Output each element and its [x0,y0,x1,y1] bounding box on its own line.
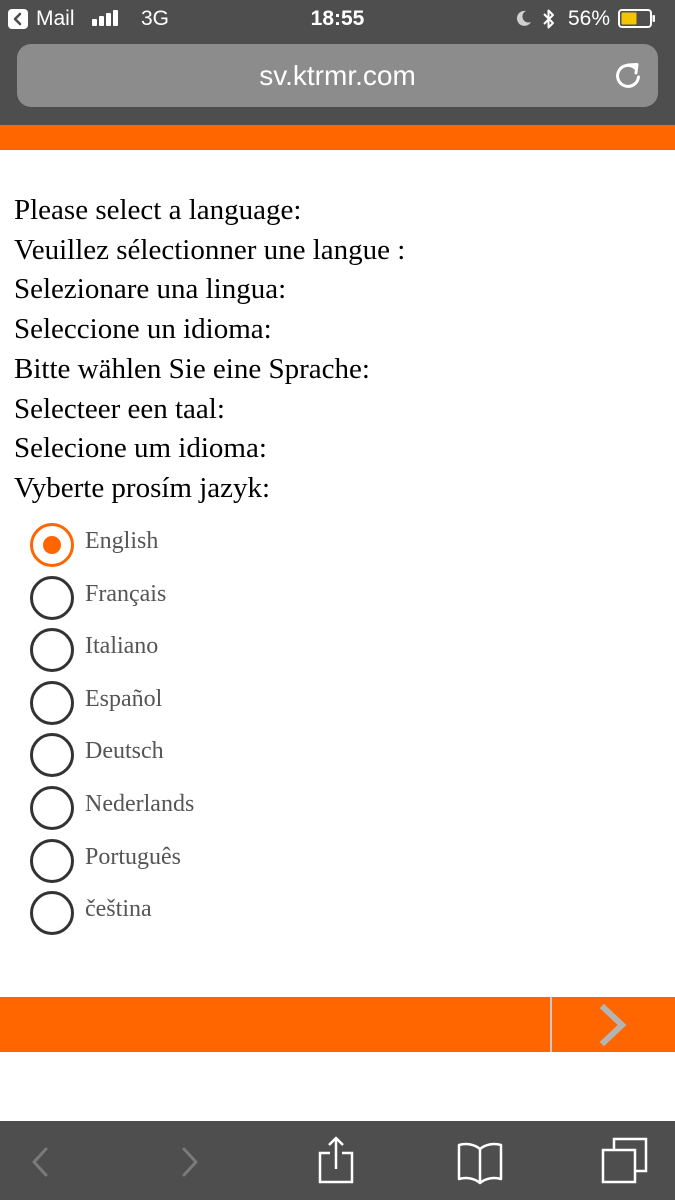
language-label[interactable]: English [85,528,159,554]
browser-top-bar [0,0,675,125]
status-bar [0,0,675,38]
reload-icon[interactable] [612,60,644,92]
network-type: 3G [141,7,170,30]
language-prompts [14,191,405,509]
share-icon [308,1135,364,1187]
bookmarks-icon [452,1135,508,1187]
language-label[interactable]: čeština [85,896,152,923]
bluetooth-icon [541,7,557,37]
radio-button[interactable] [30,839,74,883]
tabs-button[interactable] [597,1135,653,1187]
radio-button[interactable] [30,681,74,725]
language-option-dutch[interactable] [30,782,194,835]
radio-button[interactable] [30,576,74,620]
language-option-italian[interactable] [30,624,194,677]
radio-button[interactable] [30,891,74,935]
radio-button[interactable] [30,628,74,672]
language-option-german[interactable] [30,729,194,782]
address-bar[interactable] [17,44,658,107]
language-option-spanish[interactable] [30,677,194,730]
battery-level-fill [622,13,637,25]
language-label[interactable]: Français [85,580,167,607]
language-options [30,519,194,940]
prompt-french: Veuillez sélectionner une langue : [14,233,406,266]
language-label[interactable]: Português [85,843,181,870]
bookmarks-button[interactable] [452,1135,508,1187]
language-label[interactable]: Español [85,685,163,712]
prompt-italian: Selezionare una lingua: [14,273,287,306]
back-app-label: Mail [36,7,75,30]
url-text: sv.ktrmr.com [259,60,416,91]
battery-percent: 56% [568,7,611,30]
prompt-czech: Vyberte prosím jazyk: [14,471,271,504]
status-time: 18:55 [310,7,365,30]
prompt-german: Bitte wählen Sie eine Sprache: [14,352,370,385]
language-label[interactable]: Italiano [85,633,159,660]
back-icon [11,1135,67,1187]
prompt-spanish: Seleccione un idioma: [14,313,272,346]
language-label[interactable]: Deutsch [85,738,164,765]
radio-button[interactable] [30,523,74,567]
browser-toolbar [0,1121,675,1200]
language-option-portuguese[interactable] [30,835,194,888]
footer-bar [0,997,675,1052]
chevron-right-icon [596,1004,630,1046]
language-option-czech[interactable] [30,887,194,940]
radio-button[interactable] [30,786,74,830]
prompt-portuguese: Selecione um idioma: [14,432,267,465]
language-label[interactable]: Nederlands [85,790,195,817]
forward-icon [162,1135,218,1187]
radio-button[interactable] [30,733,74,777]
back-button[interactable] [11,1135,67,1187]
battery-icon [618,9,656,28]
prompt-english: Please select a language: [14,194,302,226]
next-button[interactable] [552,997,675,1052]
language-option-french[interactable] [30,572,194,625]
share-button[interactable] [308,1135,364,1187]
tabs-icon [597,1135,653,1187]
radio-selected-dot [43,536,61,554]
forward-button[interactable] [162,1135,218,1187]
prompt-dutch: Selecteer een taal: [14,392,225,425]
header-band [0,125,675,150]
language-option-english[interactable] [30,519,194,572]
moon-icon [515,9,533,33]
